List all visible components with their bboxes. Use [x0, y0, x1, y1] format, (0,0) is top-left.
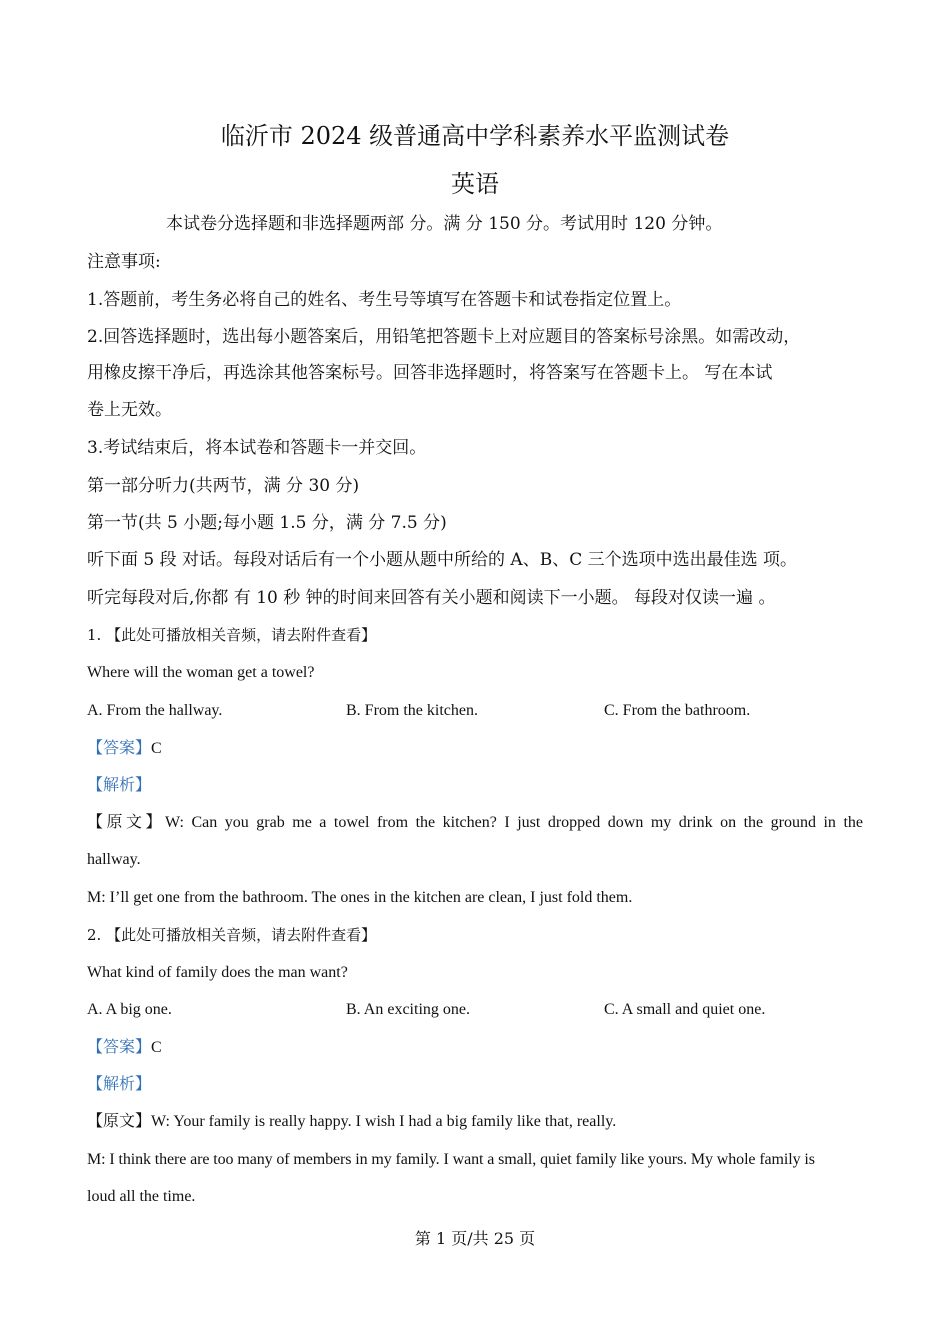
note-item: 1.答题前，考生务必将自己的姓名、考生号等填写在答题卡和试卷指定位置上。	[87, 290, 682, 310]
transcript-line: M: I’ll get one from the bathroom. The ones in the kitchen are clean, I just fold them.	[87, 889, 633, 906]
audio-placeholder[interactable]: 2. 【此处可播放相关音频，请去附件查看】	[87, 926, 377, 944]
transcript-line: hallway.	[87, 851, 141, 868]
note-item: 2.回答选择题时，选出每小题答案后，用铅笔把答题卡上对应题目的答案标号涂黑。如需改动，	[87, 327, 801, 347]
transcript-line: 【原文】W: Your family is really happy. I wish I had a big family like that, really.	[87, 1113, 617, 1130]
listening-instructions: 听下面 5 段 对话。每段对话后有一个小题从题中所给的 A、B、C 三个选项中选出最佳选 项。	[87, 550, 798, 570]
note-item: 卷上无效。	[87, 400, 172, 420]
answer-value: C	[151, 1039, 162, 1056]
option-a: A. From the hallway.	[87, 702, 223, 719]
option-b: B. From the kitchen.	[346, 702, 478, 719]
section1-heading: 第一节(共 5 小题;每小题 1.5 分，满 分 7.5 分)	[87, 513, 447, 533]
answer-line	[87, 737, 162, 760]
answer-value: C	[151, 740, 162, 757]
answer-label: 【答案】	[87, 738, 152, 757]
question-stem: What kind of family does the man want?	[87, 964, 348, 981]
transcript-line: 【原文】W: Can you grab me a towel from the kitchen? I just dropped down my drink on the ground in the	[87, 814, 863, 831]
transcript-line: loud all the time.	[87, 1188, 196, 1205]
page-footer: 第 1 页/共 25 页	[414, 1229, 536, 1248]
listening-instructions: 听完每段对后,你都 有 10 秒 钟的时间来回答有关小题和阅读下一小题。 每段对仅读一遍 。	[87, 588, 776, 608]
answer-line	[87, 1036, 162, 1059]
option-b: B. An exciting one.	[346, 1001, 470, 1018]
subject-title: 英语	[451, 170, 499, 198]
analysis-label: 【解析】	[87, 1074, 152, 1093]
intro-text: 本试卷分选择题和非选择题两部 分。满 分 150 分。考试用时 120 分钟。	[166, 214, 723, 234]
part1-heading: 第一部分听力(共两节，满 分 30 分)	[87, 476, 360, 496]
question-stem: Where will the woman get a towel?	[87, 664, 315, 681]
note-item: 3.考试结束后，将本试卷和答题卡一并交回。	[87, 438, 427, 458]
exam-title: 临沂市 2024 级普通高中学科素养水平监测试卷	[220, 122, 730, 150]
option-c: C. A small and quiet one.	[604, 1001, 766, 1018]
option-c: C. From the bathroom.	[604, 702, 751, 719]
note-item: 用橡皮擦干净后，再选涂其他答案标号。回答非选择题时，将答案写在答题卡上。 写在本试	[87, 363, 773, 383]
transcript-line: M: I think there are too many of members in my family. I want a small, quiet family like yours. My whole family is	[87, 1151, 815, 1168]
answer-label: 【答案】	[87, 1037, 152, 1056]
option-a: A. A big one.	[87, 1001, 172, 1018]
analysis-label: 【解析】	[87, 775, 152, 794]
audio-placeholder[interactable]: 1. 【此处可播放相关音频，请去附件查看】	[87, 626, 377, 644]
notes-heading: 注意事项:	[87, 252, 161, 272]
